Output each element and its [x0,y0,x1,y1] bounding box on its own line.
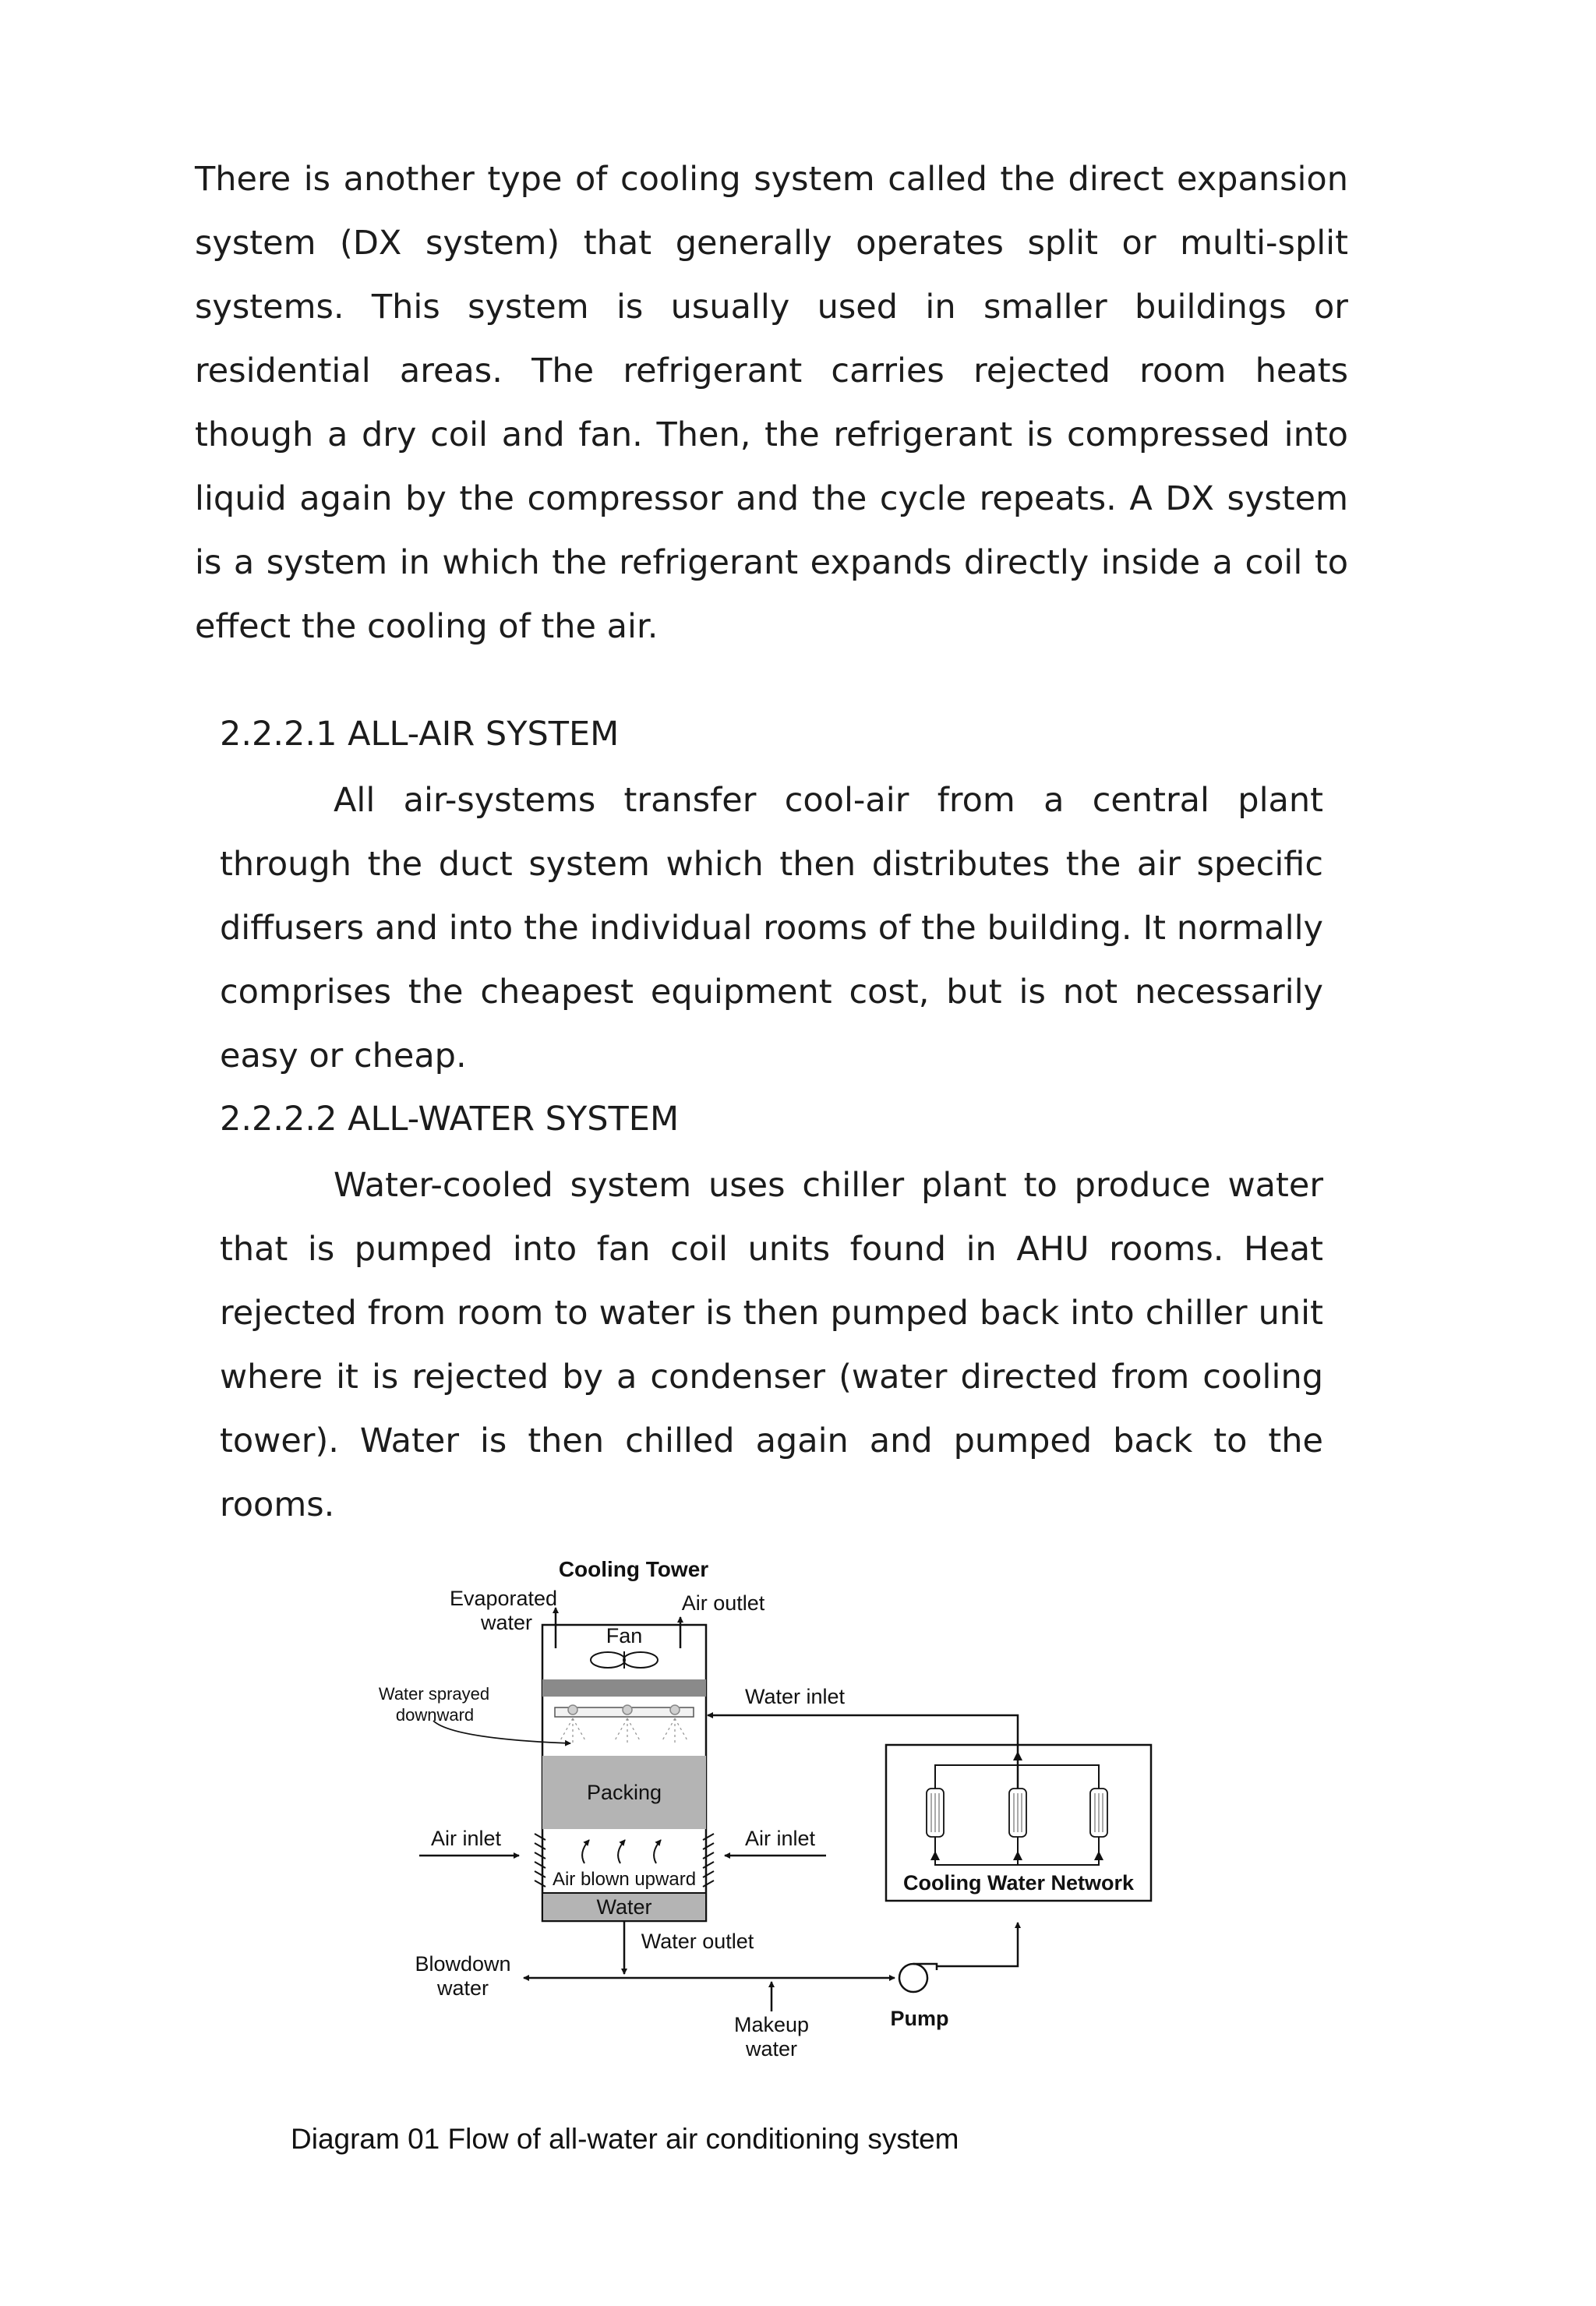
pump-to-network-line [937,1923,1018,1966]
air-inlet-left-label: Air inlet [430,1827,502,1850]
evaporated-water-label-2: water [480,1611,533,1634]
section-body-all-air [220,768,1323,1088]
water-sprayed-label-1: Water sprayed [378,1684,490,1704]
section-body-all-air-text: All air-systems transfer cool-air from a central plant through the duct system which then distributes the air specific diffusers and into the individual rooms of the building. It normally comprises the cheapest equipment cost, but is not necessarily easy or cheap. [220,781,1323,1075]
water-inlet-label: Water inlet [744,1685,846,1708]
right-louvers [703,1834,714,1887]
heat-exchanger-icons [927,1789,1107,1837]
section-heading-all-water: 2.2.2.2 ALL-WATER SYSTEM [220,1100,680,1139]
water-outlet-label: Water outlet [641,1930,754,1953]
section-body-all-water [220,1153,1323,1537]
fan-icon [591,1651,658,1669]
cooling-tower-diagram [358,1555,1169,2085]
air-outlet-label: Air outlet [681,1591,765,1615]
cooling-water-network-label: Cooling Water Network [902,1871,1135,1895]
packing-label: Packing [586,1781,662,1804]
left-louvers [535,1834,546,1887]
air-inlet-right-label: Air inlet [744,1827,816,1850]
section-body-all-water-text: Water-cooled system uses chiller plant to produce water that is pumped into fan coil units found in AHU rooms. Heat rejected from room to water is then pumped back into chiller unit where it is rejected by a condenser (water directed from cooling tower). Water is then chilled again and pumped back to the rooms. [220,1166,1323,1524]
blowdown-label-1: Blowdown [415,1952,511,1976]
evaporated-water-label-1: Evaporated [449,1587,558,1610]
intro-paragraph: There is another type of cooling system called the direct expansion system (DX system) that generally operates split or multi-split systems. This system is usually used in smaller buildings or residential areas. The refrigerant carries rejected room heats though a dry coil and fan. Then, the refrigerant is compressed into liquid again by the compressor and the cycle repeats. A DX system is a system in which the refrigerant expands directly inside a coil to effect the cooling of the air. [195,160,1348,646]
air-upward-arrows [582,1840,661,1863]
pump-icon [899,1964,937,1992]
air-blown-upward-label: Air blown upward [552,1869,697,1890]
fan-label: Fan [606,1624,643,1647]
water-inlet-line [708,1715,1018,1796]
makeup-label-2: water [745,2037,798,2061]
diagram-caption: Diagram 01 Flow of all-water air conditioning system [291,2123,959,2155]
spray-droplets [560,1718,688,1743]
diagram-title: Cooling Tower [558,1557,709,1581]
water-sprayed-label-2: downward [395,1705,475,1725]
pump-label: Pump [890,2007,949,2030]
section-heading-all-air: 2.2.2.1 ALL-AIR SYSTEM [220,715,620,754]
makeup-label-1: Makeup [733,2013,810,2036]
water-basin-label: Water [596,1895,652,1919]
blowdown-label-2: water [436,1976,489,2000]
distribution-band [542,1679,706,1697]
